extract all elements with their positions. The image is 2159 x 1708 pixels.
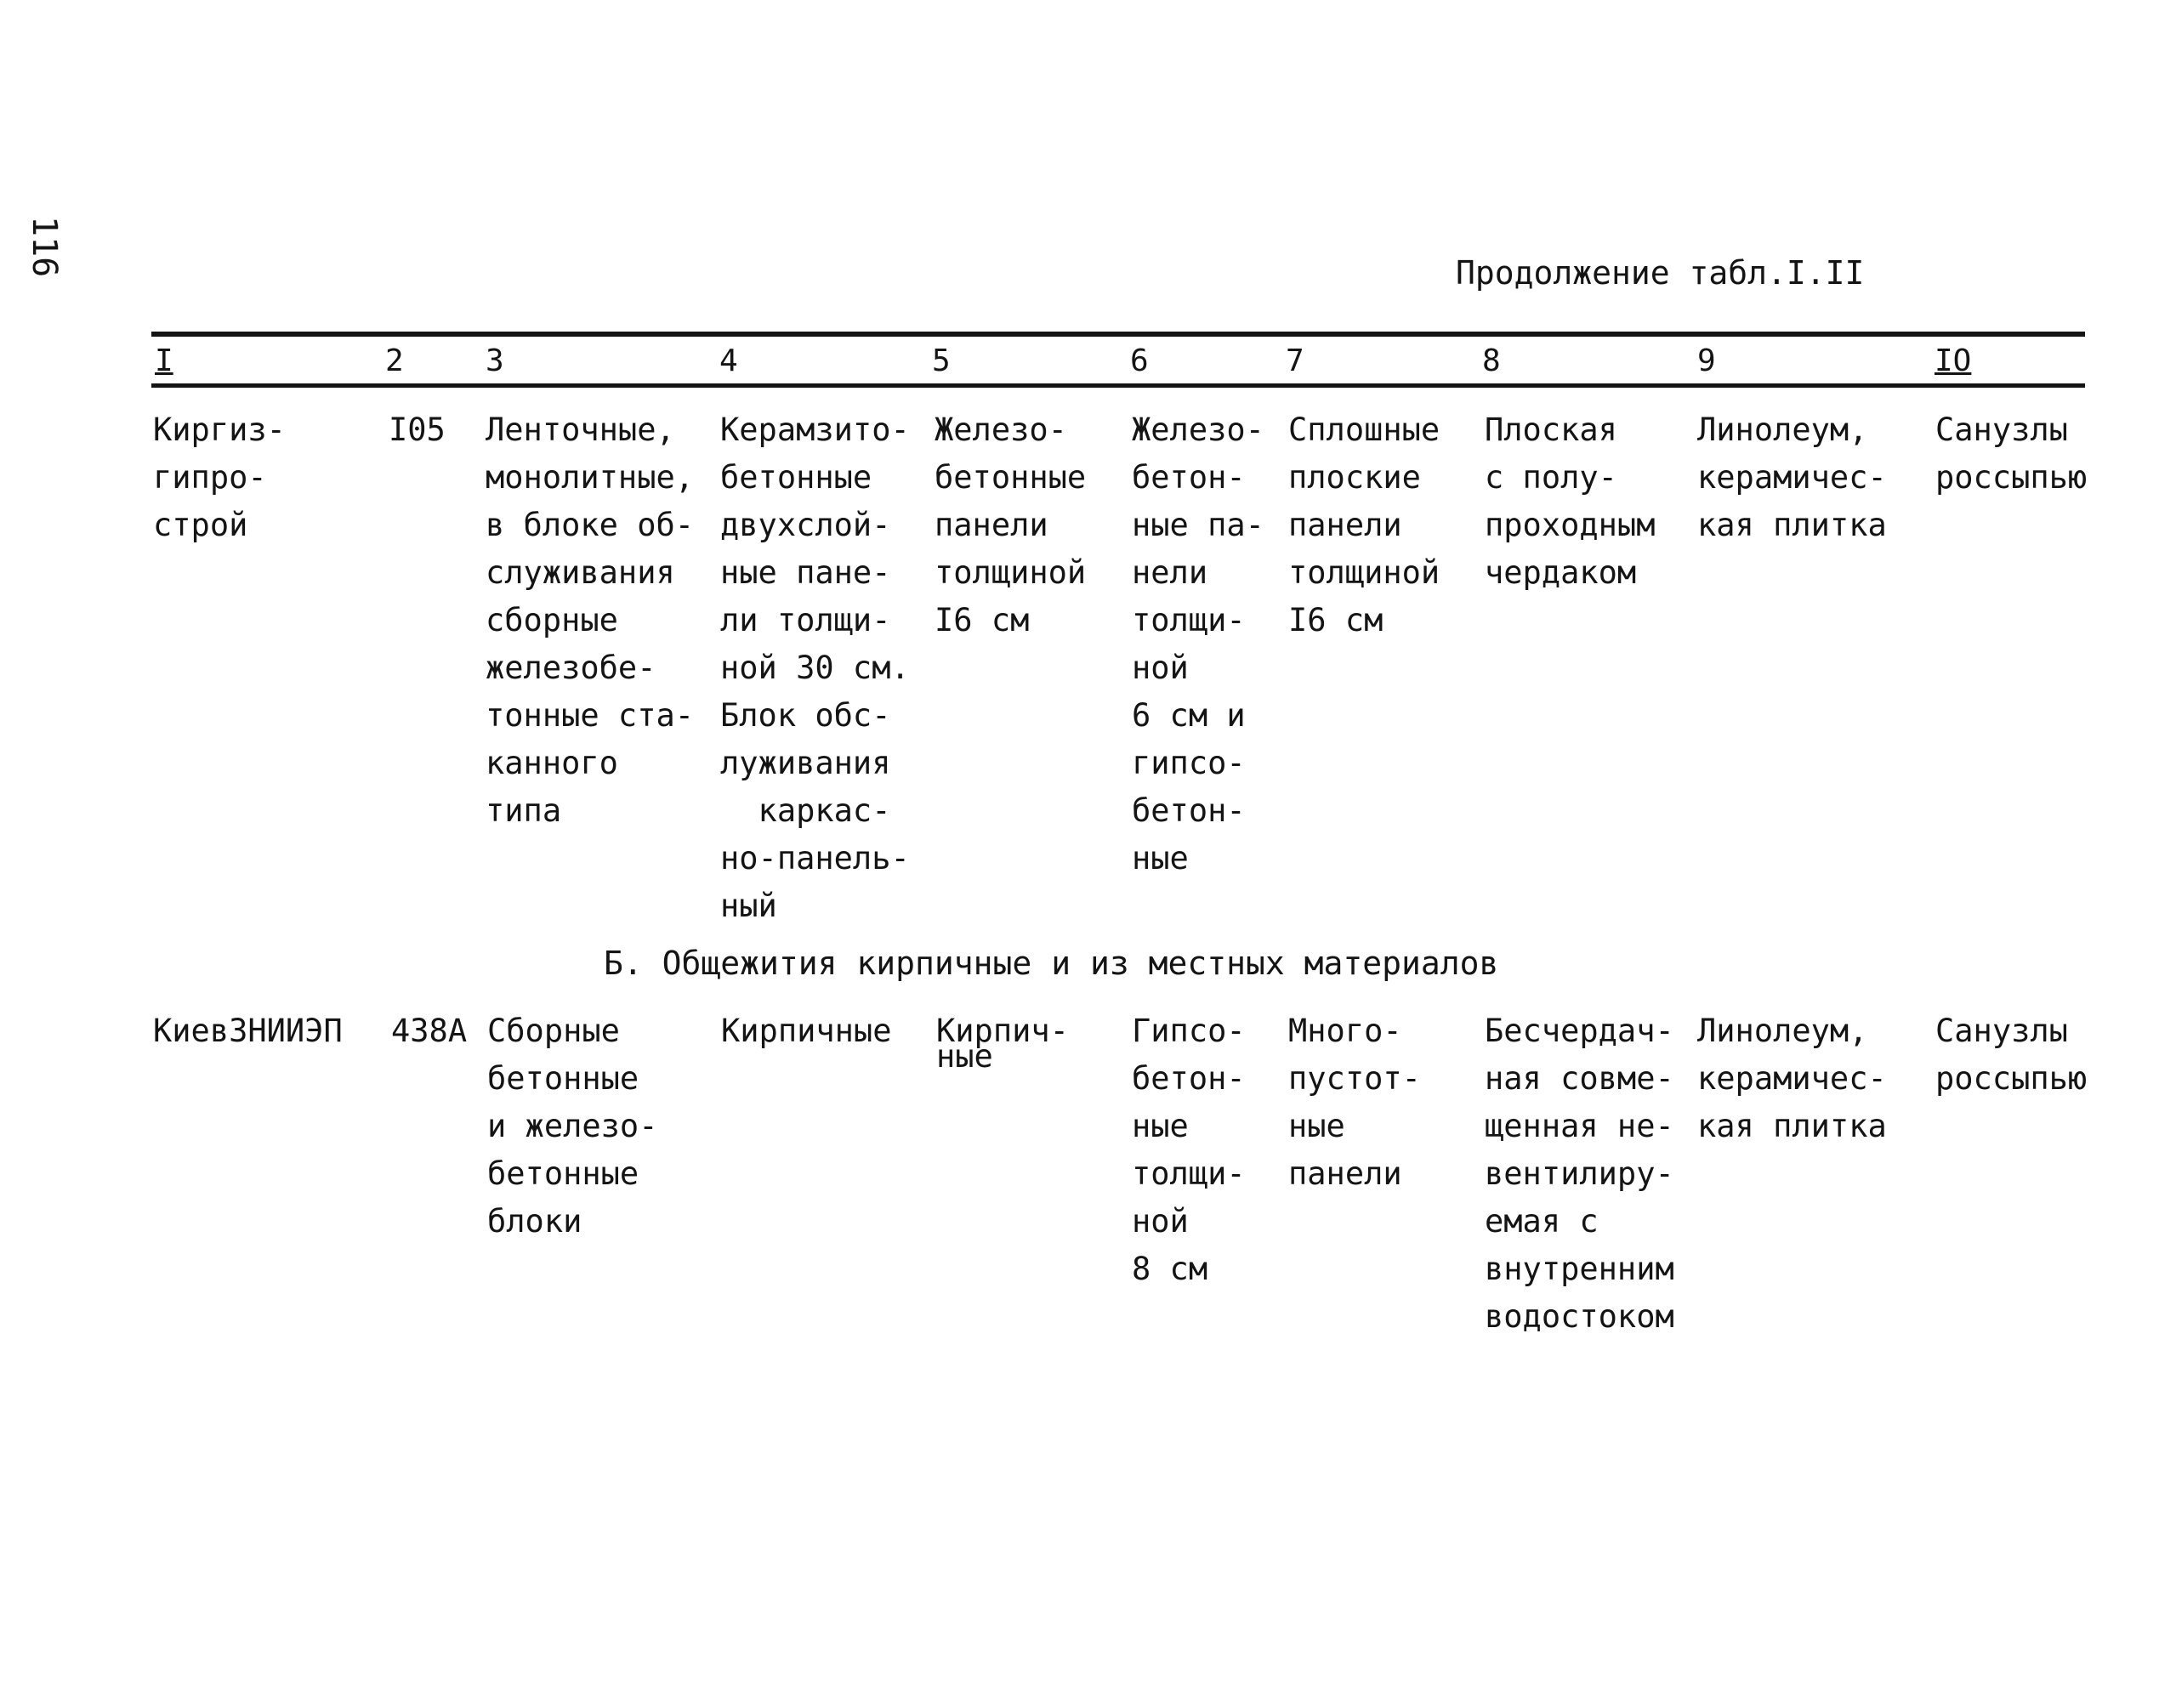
cell-foundations: Сборные бетонные и железо- бетонные блоки: [487, 1013, 658, 1240]
cell-floors: Сплошные плоские панели толщиной I6 см: [1288, 411, 1440, 638]
cell-sanitary: Санузлы россыпью: [1935, 411, 2088, 496]
page-number: 116: [25, 216, 64, 278]
cell-roof: Плоская с полу- проходным чердаком: [1485, 411, 1656, 591]
column-number-2: 2: [385, 343, 404, 378]
cell-walls: Керамзито- бетонные двухслой- ные пане- ли толщи- ной 30 см. Блок обс- луживания каркас- но-панель- ный: [720, 411, 910, 924]
column-number-4: 4: [719, 343, 738, 378]
column-number-1: I: [155, 343, 173, 378]
cell-inner-walls: Кирпич- ные: [936, 1013, 1069, 1075]
column-number-9: 9: [1697, 343, 1716, 378]
cell-organization: Киргиз- гипро- строй: [153, 411, 286, 543]
cell-flooring: Линолеум, керамичес- кая плитка: [1697, 411, 1887, 543]
cell-sanitary: Санузлы россыпью: [1935, 1013, 2088, 1097]
cell-flooring: Линолеум, керамичес- кая плитка: [1697, 1013, 1887, 1144]
cell-organization: КиевЗНИИЭП: [153, 1013, 343, 1049]
column-number-3: 3: [486, 343, 504, 378]
column-number-10: IO: [1935, 343, 1972, 378]
column-number-6: 6: [1130, 343, 1149, 378]
cell-series: 438А: [391, 1013, 468, 1049]
cell-foundations: Ленточные, монолитные, в блоке об- служивания сборные железобе- тонные ста- канного типа: [486, 411, 695, 829]
cell-partitions: Железо- бетон- ные па- нели толщи- ной 6 см и гипсо- бетон- ные: [1132, 411, 1264, 877]
cell-walls: Кирпичные: [721, 1013, 892, 1049]
table-continuation-caption: Продолжение табл.I.II: [1456, 254, 1865, 292]
table-header-rule: [151, 383, 2085, 388]
column-number-5: 5: [932, 343, 951, 378]
cell-partitions: Гипсо- бетон- ные толщи- ной 8 см: [1132, 1013, 1246, 1287]
column-number-7: 7: [1286, 343, 1304, 378]
cell-roof: Бесчердач- ная совме- щенная не- вентилиру- емая с внутренним водостоком: [1485, 1013, 1674, 1335]
cell-inner-walls: Железо- бетонные панели толщиной I6 см: [935, 411, 1087, 638]
section-heading: Б. Общежития кирпичные и из местных материалов: [604, 945, 1499, 982]
table-top-rule: [151, 332, 2085, 337]
cell-series: I05: [389, 411, 446, 448]
column-number-8: 8: [1482, 343, 1501, 378]
cell-floors: Много- пустот- ные панели: [1288, 1013, 1421, 1192]
